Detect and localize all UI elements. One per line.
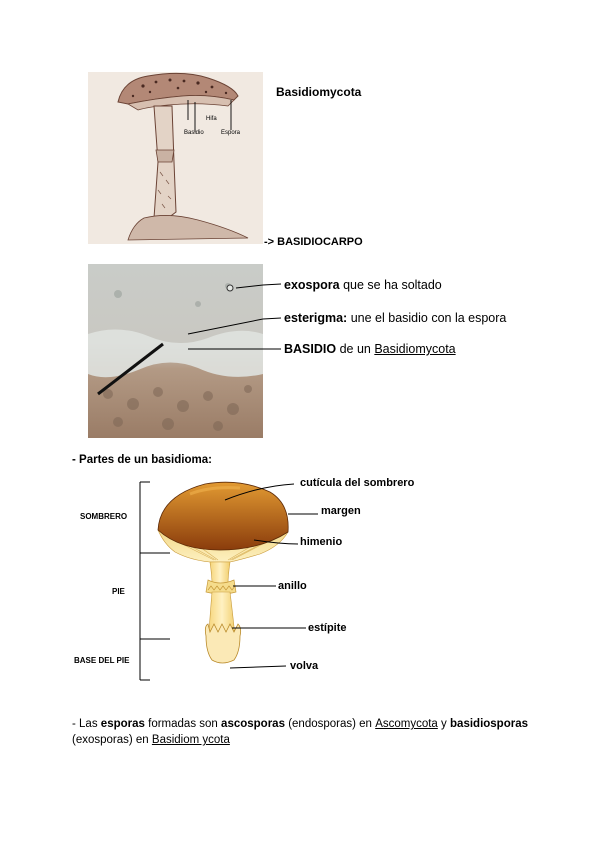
pie-label: PIE <box>112 587 125 596</box>
estipite-label: estípite <box>308 622 347 634</box>
basidio-desc: de un <box>336 342 375 356</box>
esterigma-term: esterigma: <box>284 311 348 325</box>
paragraph-line-2 <box>72 732 528 748</box>
basidiocarp-drawing <box>88 72 263 244</box>
anillo-label: anillo <box>278 580 307 592</box>
basidio-label: Basidio <box>184 130 204 136</box>
ascosporas-term: ascosporas <box>221 718 285 730</box>
base-del-pie-label: BASE DEL PIE <box>74 656 130 665</box>
figure-title: Basidiomycota <box>276 85 362 99</box>
volva-label: volva <box>290 660 319 672</box>
esterigma-label <box>284 311 506 325</box>
para-text-2: formadas son <box>144 718 222 730</box>
basidio-term: BASIDIO <box>284 342 337 356</box>
himenio-label: himenio <box>300 536 343 548</box>
basidiomycota-paragraph-link: Basidiom ycota <box>151 734 230 746</box>
exospora-term: exospora <box>284 278 340 292</box>
exospora-desc: que se ha soltado <box>339 278 442 292</box>
exospora-label <box>284 278 442 292</box>
margen-label: margen <box>321 505 361 517</box>
hifa-label: Hifa <box>206 116 217 122</box>
spores-paragraph <box>72 716 528 748</box>
esporas-term: esporas <box>100 718 145 730</box>
basidio-micro-label <box>284 342 456 356</box>
para-text-3: (endosporas) en <box>285 718 376 730</box>
espora-label: Espora <box>221 130 241 136</box>
section-heading: - Partes de un basidioma: <box>72 454 212 466</box>
esterigma-desc: une el basidio con la espora <box>347 311 507 325</box>
para-text-4: y <box>437 718 450 730</box>
micrograph-image <box>88 264 263 438</box>
paragraph-line-1 <box>72 716 528 732</box>
micrograph <box>88 264 263 438</box>
basidiocarp-illustration <box>88 72 263 244</box>
ascomycota-link: Ascomycota <box>375 718 438 730</box>
para-text-1: - Las <box>72 718 101 730</box>
para-text-5: (exosporas) en <box>72 734 152 746</box>
micrograph-pointers <box>263 275 283 355</box>
cuticula-label: cutícula del sombrero <box>300 477 415 489</box>
basidiosporas-term: basidiosporas <box>450 718 528 730</box>
basidiomycota-link: Basidiomycota <box>374 342 456 356</box>
basidiocarp-caption: -> BASIDIOCARPO <box>264 236 363 248</box>
sombrero-label: SOMBRERO <box>80 512 128 521</box>
